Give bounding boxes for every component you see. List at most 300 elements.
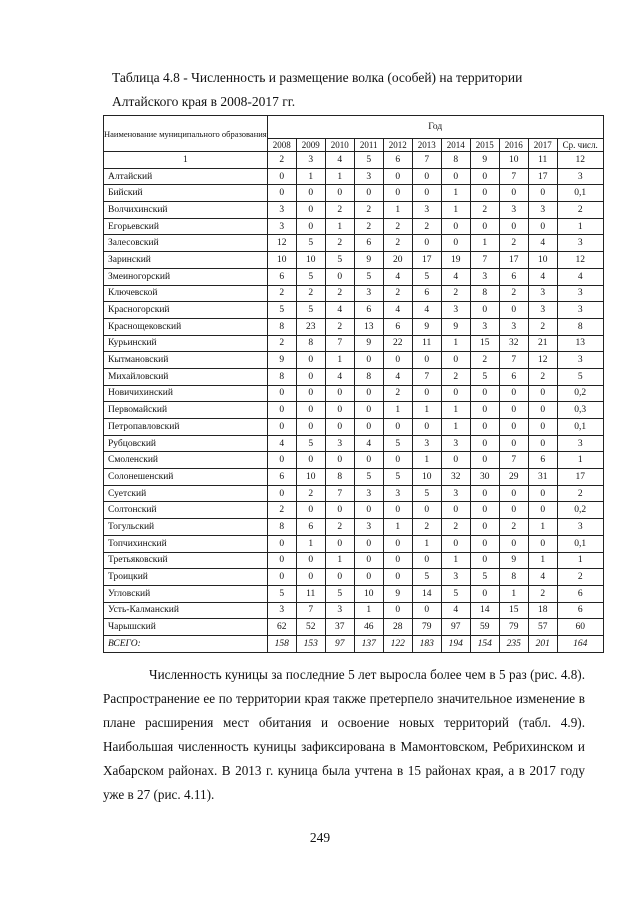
value-cell: 0 (354, 419, 383, 436)
value-cell: 2 (296, 285, 325, 302)
value-cell: 0 (296, 419, 325, 436)
value-cell: 10 (412, 469, 441, 486)
column-number-cell: 11 (528, 152, 557, 169)
value-cell: 59 (470, 619, 499, 636)
value-cell: 0 (528, 502, 557, 519)
year-header-cell: 2014 (441, 139, 470, 152)
district-name-cell: Бийский (104, 185, 268, 202)
district-name-cell: Усть-Калманский (104, 602, 268, 619)
value-cell: 8 (325, 469, 354, 486)
value-cell: 2 (441, 285, 470, 302)
table-row (104, 419, 604, 436)
table-row (104, 302, 604, 319)
column-number-cell: 9 (470, 152, 499, 169)
value-cell: 0 (383, 419, 412, 436)
value-cell: 0 (267, 452, 296, 469)
value-cell: 2 (441, 519, 470, 536)
value-cell: 3 (557, 168, 603, 185)
value-cell: 3 (267, 218, 296, 235)
value-cell: 0 (441, 235, 470, 252)
value-cell: 3 (470, 318, 499, 335)
table-row (104, 268, 604, 285)
value-cell: 5 (412, 268, 441, 285)
value-cell: 0 (267, 419, 296, 436)
value-cell: 4 (354, 435, 383, 452)
value-cell: 32 (441, 469, 470, 486)
value-cell: 7 (499, 168, 528, 185)
value-cell: 2 (383, 285, 412, 302)
value-cell: 79 (499, 619, 528, 636)
value-cell: 1 (557, 552, 603, 569)
value-cell: 0 (325, 419, 354, 436)
value-cell: 0 (412, 385, 441, 402)
value-cell: 0 (267, 552, 296, 569)
value-cell: 0 (354, 185, 383, 202)
value-cell: 5 (383, 435, 412, 452)
total-row (104, 635, 604, 652)
value-cell: 8 (470, 285, 499, 302)
value-cell: 12 (267, 235, 296, 252)
value-cell: 79 (412, 619, 441, 636)
value-cell: 4 (383, 302, 412, 319)
value-cell: 0 (470, 519, 499, 536)
table-row (104, 352, 604, 369)
value-cell: 3 (528, 285, 557, 302)
value-cell: 0 (383, 535, 412, 552)
value-cell: 3 (441, 302, 470, 319)
value-cell: 0 (354, 569, 383, 586)
total-value-cell: 154 (470, 635, 499, 652)
value-cell: 6 (267, 268, 296, 285)
value-cell: 0 (470, 435, 499, 452)
table-row (104, 402, 604, 419)
table-body (104, 152, 604, 653)
table-row (104, 619, 604, 636)
value-cell: 2 (528, 318, 557, 335)
value-cell: 4 (528, 268, 557, 285)
value-cell: 7 (325, 485, 354, 502)
value-cell: 0 (499, 302, 528, 319)
value-cell: 0 (470, 535, 499, 552)
total-value-cell: 137 (354, 635, 383, 652)
year-header-cell: Ср. числ. (557, 139, 603, 152)
value-cell: 11 (296, 585, 325, 602)
value-cell: 0 (296, 202, 325, 219)
value-cell: 5 (383, 469, 412, 486)
value-cell: 9 (499, 552, 528, 569)
value-cell: 0 (441, 218, 470, 235)
value-cell: 0 (383, 168, 412, 185)
value-cell: 1 (296, 535, 325, 552)
value-cell: 12 (528, 352, 557, 369)
value-cell: 0 (354, 535, 383, 552)
value-cell: 2 (470, 202, 499, 219)
value-cell: 2 (412, 519, 441, 536)
value-cell: 28 (383, 619, 412, 636)
value-cell: 9 (383, 585, 412, 602)
value-cell: 4 (441, 602, 470, 619)
value-cell: 3 (528, 202, 557, 219)
value-cell: 2 (470, 352, 499, 369)
district-name-cell: Заринский (104, 252, 268, 269)
value-cell: 0 (412, 502, 441, 519)
value-cell: 2 (383, 385, 412, 402)
table-row (104, 368, 604, 385)
value-cell: 0 (325, 268, 354, 285)
value-cell: 0 (354, 452, 383, 469)
value-cell: 19 (441, 252, 470, 269)
total-value-cell: 97 (325, 635, 354, 652)
value-cell: 4 (383, 268, 412, 285)
value-cell: 17 (412, 252, 441, 269)
district-name-cell: Солтонский (104, 502, 268, 519)
value-cell: 9 (441, 318, 470, 335)
value-cell: 2 (354, 218, 383, 235)
district-name-cell: Солонешенский (104, 469, 268, 486)
value-cell: 1 (528, 519, 557, 536)
value-cell: 3 (354, 485, 383, 502)
value-cell: 1 (325, 218, 354, 235)
value-cell: 0 (267, 185, 296, 202)
table-row (104, 202, 604, 219)
value-cell: 5 (412, 569, 441, 586)
value-cell: 13 (557, 335, 603, 352)
column-number-cell: 2 (267, 152, 296, 169)
value-cell: 1 (325, 352, 354, 369)
value-cell: 10 (296, 252, 325, 269)
value-cell: 1 (441, 419, 470, 436)
value-cell: 5 (325, 585, 354, 602)
value-cell: 4 (383, 368, 412, 385)
name-column-header: Наименование муниципального образования (104, 116, 268, 152)
value-cell: 0 (470, 502, 499, 519)
value-cell: 0 (470, 452, 499, 469)
value-cell: 0 (354, 402, 383, 419)
value-cell: 3 (499, 202, 528, 219)
value-cell: 0 (470, 552, 499, 569)
value-cell: 11 (412, 335, 441, 352)
table-row (104, 318, 604, 335)
value-cell: 9 (267, 352, 296, 369)
value-cell: 3 (557, 519, 603, 536)
value-cell: 0 (499, 535, 528, 552)
district-name-cell: Рубцовский (104, 435, 268, 452)
column-number-cell: 5 (354, 152, 383, 169)
value-cell: 0,1 (557, 185, 603, 202)
value-cell: 6 (557, 585, 603, 602)
value-cell: 5 (296, 435, 325, 452)
column-number-cell: 3 (296, 152, 325, 169)
value-cell: 0 (470, 585, 499, 602)
total-value-cell: 158 (267, 635, 296, 652)
value-cell: 0 (267, 569, 296, 586)
value-cell: 0 (528, 419, 557, 436)
value-cell: 0 (296, 385, 325, 402)
value-cell: 2 (325, 235, 354, 252)
value-cell: 13 (354, 318, 383, 335)
value-cell: 2 (383, 218, 412, 235)
value-cell: 0 (296, 352, 325, 369)
value-cell: 3 (325, 435, 354, 452)
column-number-cell: 1 (104, 152, 268, 169)
table-row (104, 185, 604, 202)
value-cell: 10 (267, 252, 296, 269)
district-name-cell: Топчихинский (104, 535, 268, 552)
value-cell: 0 (470, 185, 499, 202)
value-cell: 0 (296, 402, 325, 419)
value-cell: 3 (557, 302, 603, 319)
value-cell: 1 (441, 552, 470, 569)
value-cell: 5 (296, 302, 325, 319)
value-cell: 2 (557, 569, 603, 586)
value-cell: 1 (441, 402, 470, 419)
district-name-cell: Тогульский (104, 519, 268, 536)
value-cell: 0 (441, 385, 470, 402)
value-cell: 5 (470, 569, 499, 586)
value-cell: 0 (470, 385, 499, 402)
value-cell: 0 (412, 235, 441, 252)
table-row (104, 485, 604, 502)
value-cell: 5 (354, 268, 383, 285)
year-header-cell: 2017 (528, 139, 557, 152)
column-number-cell: 6 (383, 152, 412, 169)
total-value-cell: 183 (412, 635, 441, 652)
year-header-cell: 2013 (412, 139, 441, 152)
value-cell: 0 (412, 552, 441, 569)
value-cell: 9 (412, 318, 441, 335)
total-value-cell: 122 (383, 635, 412, 652)
value-cell: 1 (470, 235, 499, 252)
value-cell: 1 (354, 602, 383, 619)
value-cell: 2 (267, 502, 296, 519)
value-cell: 29 (499, 469, 528, 486)
column-number-cell: 10 (499, 152, 528, 169)
page-number: 249 (309, 830, 331, 845)
value-cell: 0 (528, 485, 557, 502)
year-header-cell: 2008 (267, 139, 296, 152)
column-number-cell: 4 (325, 152, 354, 169)
value-cell: 4 (325, 368, 354, 385)
value-cell: 2 (499, 519, 528, 536)
value-cell: 5 (470, 368, 499, 385)
value-cell: 0 (296, 368, 325, 385)
value-cell: 6 (354, 302, 383, 319)
value-cell: 9 (354, 252, 383, 269)
value-cell: 0 (528, 435, 557, 452)
value-cell: 3 (441, 485, 470, 502)
value-cell: 10 (354, 585, 383, 602)
value-cell: 0 (325, 535, 354, 552)
value-cell: 0 (470, 402, 499, 419)
value-cell: 3 (499, 318, 528, 335)
value-cell: 2 (325, 285, 354, 302)
value-cell: 0 (354, 502, 383, 519)
value-cell: 1 (383, 402, 412, 419)
value-cell: 0 (383, 602, 412, 619)
value-cell: 37 (325, 619, 354, 636)
value-cell: 3 (441, 569, 470, 586)
table-row (104, 335, 604, 352)
value-cell: 0 (354, 352, 383, 369)
table-row (104, 535, 604, 552)
district-name-cell: Новичихинский (104, 385, 268, 402)
value-cell: 0 (470, 168, 499, 185)
table-row (104, 602, 604, 619)
value-cell: 0 (441, 168, 470, 185)
value-cell: 3 (441, 435, 470, 452)
year-group-header: Год (267, 116, 603, 139)
value-cell: 7 (470, 252, 499, 269)
value-cell: 1 (557, 452, 603, 469)
value-cell: 52 (296, 619, 325, 636)
value-cell: 1 (325, 168, 354, 185)
value-cell: 30 (470, 469, 499, 486)
value-cell: 0 (412, 602, 441, 619)
value-cell: 5 (267, 302, 296, 319)
value-cell: 60 (557, 619, 603, 636)
value-cell: 3 (354, 168, 383, 185)
total-value-cell: 164 (557, 635, 603, 652)
value-cell: 0 (499, 419, 528, 436)
value-cell: 0 (528, 385, 557, 402)
value-cell: 17 (528, 168, 557, 185)
value-cell: 7 (325, 335, 354, 352)
district-name-cell: Змеиногорский (104, 268, 268, 285)
value-cell: 2 (528, 585, 557, 602)
value-cell: 2 (557, 202, 603, 219)
district-name-cell: Залесовский (104, 235, 268, 252)
value-cell: 0 (296, 218, 325, 235)
value-cell: 23 (296, 318, 325, 335)
value-cell: 10 (296, 469, 325, 486)
value-cell: 0,2 (557, 385, 603, 402)
value-cell: 8 (267, 368, 296, 385)
value-cell: 4 (528, 235, 557, 252)
total-value-cell: 194 (441, 635, 470, 652)
table-row (104, 452, 604, 469)
value-cell: 0 (499, 485, 528, 502)
value-cell: 0 (470, 419, 499, 436)
column-number-row (104, 152, 604, 169)
table-row (104, 435, 604, 452)
value-cell: 0 (296, 185, 325, 202)
paragraph-text: Численность куницы за последние 5 лет выросла более чем в 5 раз (рис. 4.8). Распространение ее по территории края также претерпело значительное изменение в плане расширения мест обитания и освоение новых территорий (табл. 4.9). Наибольшая численность куницы зафиксирована в Мамонтовском, Ребрихинском и Хабарском районах. В 2013 г. куница была учтена в 15 районах края, а в 2017 году уже в 27 (рис. 4.11). (103, 667, 585, 802)
value-cell: 3 (528, 302, 557, 319)
value-cell: 0 (325, 569, 354, 586)
district-name-cell: Курьинский (104, 335, 268, 352)
value-cell: 8 (296, 335, 325, 352)
value-cell: 0 (528, 218, 557, 235)
value-cell: 0 (441, 452, 470, 469)
year-header-cell: 2012 (383, 139, 412, 152)
value-cell: 6 (267, 469, 296, 486)
value-cell: 6 (557, 602, 603, 619)
value-cell: 97 (441, 619, 470, 636)
total-value-cell: 201 (528, 635, 557, 652)
total-label-cell: ВСЕГО: (104, 635, 268, 652)
value-cell: 17 (499, 252, 528, 269)
table-row (104, 519, 604, 536)
value-cell: 0 (296, 502, 325, 519)
table-row (104, 569, 604, 586)
value-cell: 0,1 (557, 535, 603, 552)
district-name-cell: Красногорский (104, 302, 268, 319)
value-cell: 3 (412, 202, 441, 219)
value-cell: 1 (412, 452, 441, 469)
value-cell: 7 (296, 602, 325, 619)
value-cell: 8 (267, 519, 296, 536)
value-cell: 3 (412, 435, 441, 452)
value-cell: 2 (354, 202, 383, 219)
value-cell: 1 (441, 335, 470, 352)
value-cell: 0 (296, 452, 325, 469)
value-cell: 0 (267, 485, 296, 502)
value-cell: 21 (528, 335, 557, 352)
body-paragraph (103, 663, 585, 807)
value-cell: 3 (267, 202, 296, 219)
table-caption: Таблица 4.8 - Численность и размещение волка (особей) на территории Алтайского края в 2008-2017 гг. (112, 70, 523, 109)
value-cell: 1 (441, 185, 470, 202)
value-cell: 1 (325, 552, 354, 569)
value-cell: 0 (354, 552, 383, 569)
year-header-cell: 2010 (325, 139, 354, 152)
table-row (104, 385, 604, 402)
value-cell: 4 (557, 268, 603, 285)
value-cell: 18 (528, 602, 557, 619)
value-cell: 5 (557, 368, 603, 385)
value-cell: 0 (528, 402, 557, 419)
table-row (104, 285, 604, 302)
value-cell: 22 (383, 335, 412, 352)
value-cell: 1 (412, 535, 441, 552)
district-name-cell: Михайловский (104, 368, 268, 385)
value-cell: 12 (557, 252, 603, 269)
value-cell: 14 (470, 602, 499, 619)
value-cell: 0 (383, 569, 412, 586)
value-cell: 0 (499, 185, 528, 202)
value-cell: 1 (296, 168, 325, 185)
district-name-cell: Кытмановский (104, 352, 268, 369)
total-value-cell: 235 (499, 635, 528, 652)
district-name-cell: Ключевской (104, 285, 268, 302)
value-cell: 0,3 (557, 402, 603, 419)
value-cell: 0 (296, 569, 325, 586)
table-row (104, 585, 604, 602)
value-cell: 0 (528, 185, 557, 202)
value-cell: 14 (412, 585, 441, 602)
district-name-cell: Третьяковский (104, 552, 268, 569)
value-cell: 1 (383, 202, 412, 219)
value-cell: 0 (325, 185, 354, 202)
value-cell: 2 (412, 218, 441, 235)
value-cell: 2 (499, 285, 528, 302)
column-number-cell: 12 (557, 152, 603, 169)
district-name-cell: Смоленский (104, 452, 268, 469)
value-cell: 17 (557, 469, 603, 486)
value-cell: 4 (528, 569, 557, 586)
value-cell: 4 (441, 268, 470, 285)
table-row (104, 218, 604, 235)
value-cell: 3 (325, 602, 354, 619)
value-cell: 3 (557, 285, 603, 302)
value-cell: 0 (441, 535, 470, 552)
total-value-cell: 153 (296, 635, 325, 652)
value-cell: 0,1 (557, 419, 603, 436)
value-cell: 6 (499, 368, 528, 385)
year-header-cell: 2016 (499, 139, 528, 152)
value-cell: 20 (383, 252, 412, 269)
value-cell: 3 (267, 602, 296, 619)
